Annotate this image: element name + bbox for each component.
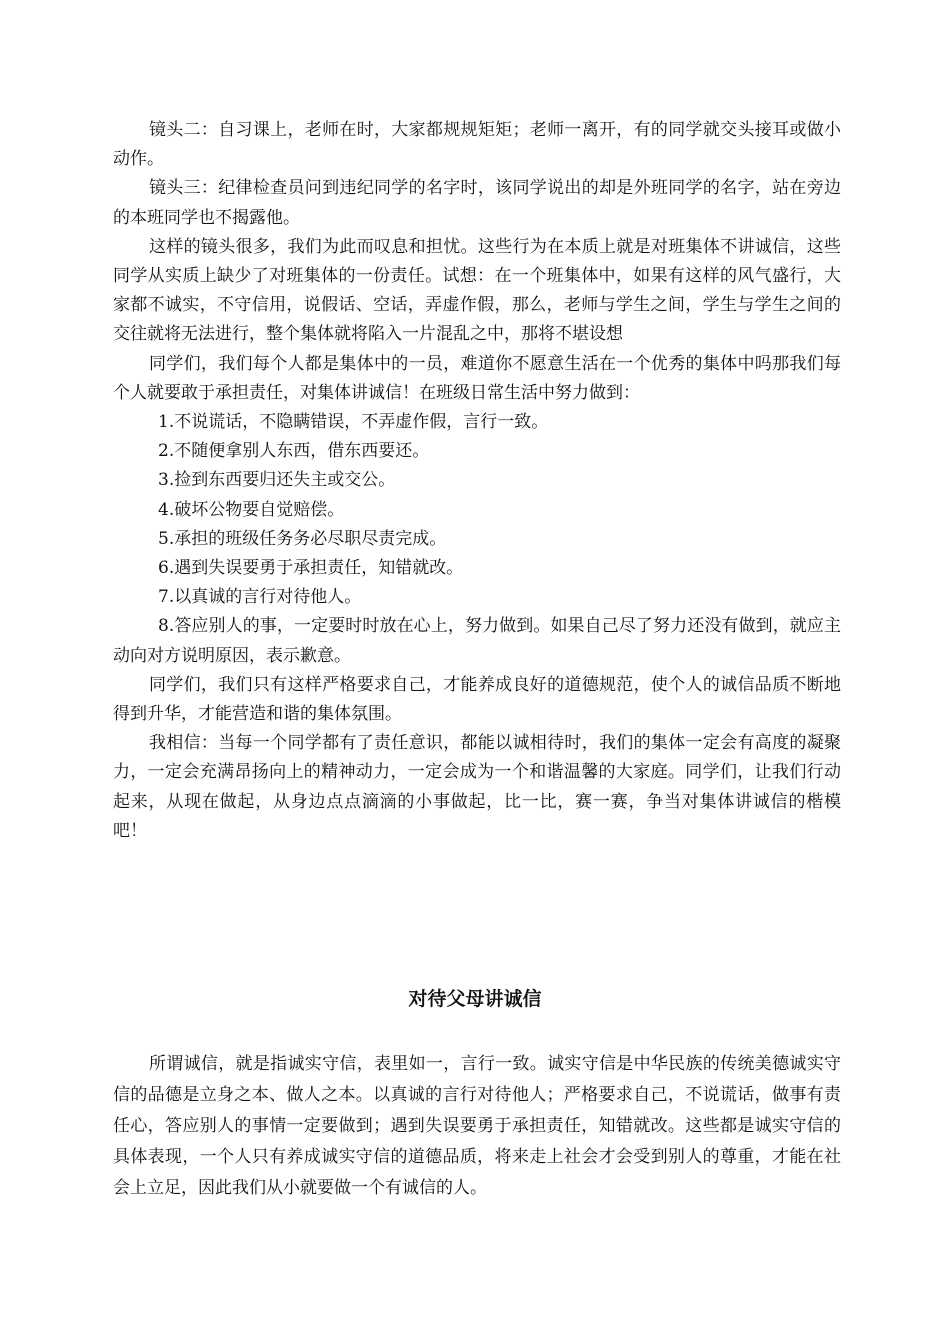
paragraph-reflection: 这样的镜头很多，我们为此而叹息和担忧。这些行为在本质上就是对班集体不讲诚信，这些同学从实质上缺少了对班集体的一份责任。试想：在一个班集体中，如果有这样的风气盛行，大家都不诚实，不守信用，说假话、空话，弄虚作假，那么，老师与学生之间，学生与学生之间的交往就将无法进行，整个集体就将陷入一片混乱之中，那将不堪设想 [113, 236, 841, 345]
list-item: 7.以真诚的言行对待他人。 [158, 587, 362, 608]
section-collective-honesty [113, 116, 841, 846]
list-item: 8.答应别人的事，一定要时时放在心上，努力做到。如果自己尽了努力还没有做到，就应主动向对方说明原因，表示歉意。 [113, 616, 841, 666]
paragraph-conclusion: 我相信：当每一个同学都有了责任意识，都能以诚相待时，我们的集体一定会有高度的凝聚力，一定会充满昂扬向上的精神动力，一定会成为一个和谐温馨的大家庭。同学们，让我们行动起来，从现在做起，从身边点点滴滴的小事做起，比一比，赛一赛，争当对集体讲诚信的楷模吧！ [113, 733, 841, 841]
list-item: 3.捡到东西要归还失主或交公。 [158, 470, 396, 491]
paragraph-scene-three: 镜头三：纪律检查员问到违纪同学的名字时，该同学说出的却是外班同学的名字，站在旁边的本班同学也不揭露他。 [113, 178, 841, 228]
paragraph-definition: 所谓诚信，就是指诚实守信，表里如一，言行一致。诚实守信是中华民族的传统美德诚实守信的品德是立身之本、做人之本。以真诚的言行对待他人；严格要求自己，不说谎话，做事有责任心，答应别人的事情一定要做到；遇到失误要勇于承担责任，知错就改。这些都是诚实守信的具体表现，一个人只有养成诚实守信的道德品质，将来走上社会才会受到别人的尊重，才能在社会上立足，因此我们从小就要做一个有诚信的人。 [113, 1054, 841, 1198]
list-item: 2.不随便拿别人东西，借东西要还。 [158, 441, 430, 462]
list-item: 5.承担的班级任务务必尽职尽责完成。 [158, 528, 447, 549]
section-title: 对待父母讲诚信 [408, 988, 542, 1010]
list-item: 6.遇到失误要勇于承担责任，知错就改。 [158, 558, 464, 579]
list-item: 1.不说谎话，不隐瞒错误，不弄虚作假，言行一致。 [158, 412, 549, 433]
list-item: 4.破坏公物要自觉赔偿。 [158, 499, 345, 520]
paragraph-scene-two: 镜头二：自习课上，老师在时，大家都规规矩矩；老师一离开，有的同学就交头接耳或做小动作。 [113, 120, 841, 170]
paragraph-summary: 同学们，我们只有这样严格要求自己，才能养成良好的道德规范，使个人的诚信品质不断地得到升华，才能营造和谐的集体氛围。 [113, 674, 841, 725]
paragraph-call-to-action: 同学们，我们每个人都是集体中的一员，难道你不愿意生活在一个优秀的集体中吗那我们每个人就要敢于承担责任，对集体讲诚信！在班级日常生活中努力做到： [113, 353, 841, 403]
commitment-list [113, 408, 841, 671]
section-parent-honesty [113, 1049, 841, 1204]
